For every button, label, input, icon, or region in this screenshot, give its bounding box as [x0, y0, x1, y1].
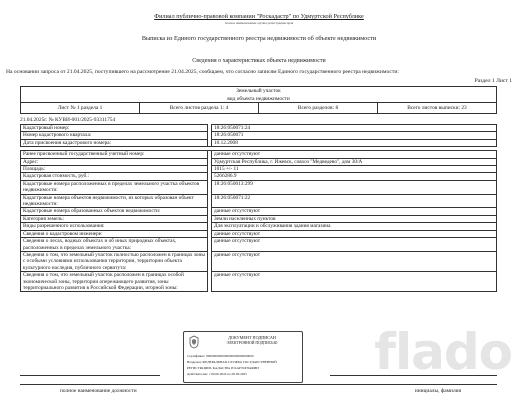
- electronic-signature-stamp: [183, 331, 303, 383]
- initials-caption: инициалы, фамилия: [414, 388, 461, 394]
- row-label: Адрес:: [21, 158, 208, 165]
- row-value: данные отсутствуют: [212, 208, 497, 215]
- row-value: 5266286.9: [212, 173, 497, 180]
- row-value: данные отсутствуют: [212, 230, 497, 237]
- section-sheet-number: Раздел 1 Лист 1: [474, 78, 512, 84]
- row-label: Кадастровые номера объектов недвижимости, из которых образован объект недвижимости:: [21, 194, 208, 208]
- stamp-validity: Действителен: с 00.00.2024 по 00.00.2025: [187, 372, 247, 376]
- stamp-line-2: ЭЛЕКТРОННОЙ ПОДПИСЬЮ: [226, 341, 278, 345]
- position-caption: полное наименование должности: [60, 388, 137, 394]
- object-type: Земельный участок: [236, 88, 281, 94]
- table-row: [21, 180, 497, 194]
- row-value: данные отсутствуют: [212, 151, 497, 158]
- row-label: Кадастровые номера расположенных в пределах земельного участка объектов недвижимости:: [21, 180, 208, 194]
- row-value: данные отсутствуют: [212, 238, 497, 252]
- agency-name: Филиал публично-правовой компании "Роскадастр" по Удмуртской Республике: [154, 13, 364, 20]
- row-label: Номер кадастрового квартала:: [21, 132, 208, 139]
- row-label: Дата присвоения кадастрового номера:: [21, 139, 208, 146]
- table-row: [21, 158, 497, 165]
- row-value: 1015 +/- 11: [212, 166, 497, 173]
- object-type-box: [20, 86, 497, 103]
- coat-of-arms-icon: [188, 335, 200, 349]
- sheet-number: Лист № 1 раздела 1: [21, 103, 140, 113]
- row-label: Виды разрешенного использования:: [21, 223, 208, 230]
- document-title: Выписка из Единого государственного реестра недвижимости об объекте недвижимости: [141, 35, 377, 42]
- stamp-line-1: ДОКУМЕНТ ПОДПИСАН: [228, 335, 276, 340]
- row-label: Категория земель:: [21, 215, 208, 222]
- table-row: [21, 194, 497, 208]
- table-row: [21, 272, 497, 292]
- table-row: [21, 132, 497, 139]
- table-row: [21, 238, 497, 252]
- row-value: 18:26:050071:22: [212, 194, 497, 208]
- row-label: Сведения о том, что земельный участок полностью расположен в границах зоны с особыми условиями использования территории, территории объекта культурного наследия, публичного сервитута:: [21, 251, 208, 271]
- table-row: [21, 151, 497, 158]
- section-title: Сведения о характеристиках объекта недвижимости: [192, 58, 326, 64]
- row-value: Удмуртская Республика, г. Ижевск, совхоз "Медведево", дом 30/А: [212, 158, 497, 165]
- table-row: [21, 139, 497, 146]
- table-row: [21, 166, 497, 173]
- row-value: 18:26:050071: [212, 132, 497, 139]
- property-table: [20, 124, 497, 292]
- table-row: [21, 251, 497, 271]
- table-row: [21, 125, 497, 132]
- agency-caption: полное наименование органа регистрации прав: [224, 21, 294, 25]
- stamp-certificate: Сертификат: 0000000000000000000000000000: [187, 354, 254, 358]
- row-label: Сведения о том, что земельный участок расположен в границах особой экономической зоны, территории опережающего развития, зоны территориального развития в Российской Федерации, игорной зоны:: [21, 272, 208, 292]
- signature-row: [20, 384, 497, 398]
- row-value: 18:26:050071:24: [212, 125, 497, 132]
- sections-total: Всего разделов: 8: [259, 103, 378, 113]
- registration-number: 21.04.2025г. № КУВИ-001/2025-93311754: [20, 117, 116, 123]
- row-label: Кадастровый номер:: [21, 125, 208, 132]
- row-value: Для эксплуатации и обслуживания здания магазина: [212, 223, 497, 230]
- row-value: 18:26:050013:299: [212, 180, 497, 194]
- row-value: Земли населенных пунктов: [212, 215, 497, 222]
- stamp-owner: Владелец: ФЕДЕРАЛЬНАЯ СЛУЖБА ГОСУДАРСТВЕННОЙ: [187, 360, 277, 364]
- row-value: 10.12.2008: [212, 139, 497, 146]
- row-value: данные отсутствуют: [212, 251, 497, 271]
- row-label: Сведения о лесах, водных объектах и об иных природных объектах, расположенных в пределах земельного участка:: [21, 238, 208, 252]
- position-signature-line: [20, 375, 160, 376]
- sheet-counts-row: [20, 103, 497, 114]
- stamp-owner-2: РЕГИСТРАЦИИ, КАДАСТРА И КАРТОГРАФИИ: [187, 366, 259, 370]
- row-label: Сведения о кадастровом инженере:: [21, 230, 208, 237]
- watermark-logo: flado: [374, 323, 512, 381]
- table-row: [21, 208, 497, 215]
- object-type-caption: вид объекта недвижимости: [227, 96, 290, 102]
- row-label: Площадь:: [21, 166, 208, 173]
- sheets-in-section: Всего листов раздела 1: 4: [140, 103, 259, 113]
- row-label: Кадастровая стоимость, руб.:: [21, 173, 208, 180]
- row-label: Ранее присвоенный государственный учетный номер:: [21, 151, 208, 158]
- table-row: [21, 230, 497, 237]
- request-basis: На основании запроса от 21.04.2025, поступившего на рассмотрение 21.04.2025, сообщаем, что согласно записям Единого государственного реестра недвижимости:: [6, 69, 399, 75]
- row-value: данные отсутствуют: [212, 272, 497, 292]
- table-row: [21, 173, 497, 180]
- sheets-total: Всего листов выписки: 23: [407, 105, 467, 111]
- row-label: Кадастровые номера образованных объектов недвижимости:: [21, 208, 208, 215]
- table-row: [21, 223, 497, 230]
- table-row: [21, 215, 497, 222]
